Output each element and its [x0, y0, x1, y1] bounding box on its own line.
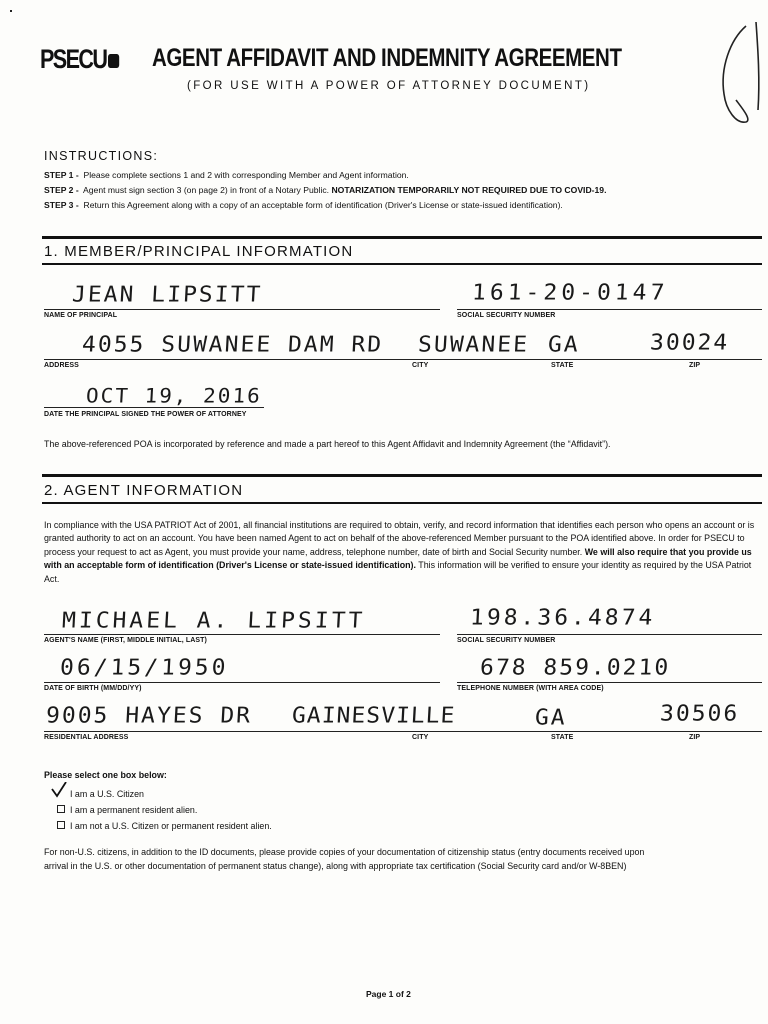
principal-state-label: STATE — [551, 362, 574, 369]
agent-city-value: GAINESVILLE — [291, 703, 457, 729]
agent-dob-line — [44, 682, 440, 683]
principal-address-value: 4055 SUWANEE DAM RD — [81, 332, 384, 358]
scan-speck — [10, 10, 12, 12]
section-1-title: 1. MEMBER/PRINCIPAL INFORMATION — [44, 243, 354, 260]
page-number: Page 1 of 2 — [366, 989, 411, 999]
section-1-bottom-rule — [42, 263, 762, 265]
section-1-top-rule — [42, 236, 762, 239]
agent-phone-line — [457, 682, 762, 683]
poa-date-line — [44, 407, 264, 408]
section-2-bottom-rule — [42, 502, 762, 504]
principal-ssn-value: 161-20-0147 — [471, 280, 670, 306]
agent-ssn-line — [457, 634, 762, 635]
agent-name-value: MICHAEL A. LIPSITT — [61, 608, 366, 634]
poa-date-label: DATE THE PRINCIPAL SIGNED THE POWER OF ATTORNEY — [44, 411, 247, 418]
principal-address-label: ADDRESS — [44, 362, 79, 369]
document-subtitle: (FOR USE WITH A POWER OF ATTORNEY DOCUMENT) — [187, 80, 591, 92]
agent-state-label: STATE — [551, 734, 574, 741]
option-not-citizen[interactable]: I am not a U.S. Citizen or permanent resident alien. — [57, 821, 272, 831]
agent-phone-label: TELEPHONE NUMBER (WITH AREA CODE) — [457, 685, 604, 692]
agent-zip-label: ZIP — [689, 734, 701, 741]
section-2-title: 2. AGENT INFORMATION — [44, 482, 244, 499]
psecu-logo: PSECU — [40, 44, 119, 75]
principal-address-line — [44, 359, 762, 360]
principal-city-label: CITY — [412, 362, 429, 369]
section-2-top-rule — [42, 474, 762, 477]
not-citizen-checkbox[interactable] — [57, 821, 65, 829]
poa-date-value: OCT 19, 2016 — [85, 384, 263, 408]
agent-ssn-value: 198.36.4874 — [469, 605, 657, 631]
principal-zip-label: ZIP — [689, 362, 701, 369]
principal-name-line — [44, 309, 440, 310]
agent-address-line — [44, 731, 762, 732]
instructions-heading: INSTRUCTIONS: — [44, 149, 159, 163]
agent-state-value: GA — [534, 705, 568, 731]
principal-ssn-label: SOCIAL SECURITY NUMBER — [457, 312, 556, 319]
non-us-note-line-1: For non-U.S. citizens, in addition to the ID documents, please provide copies of your documentation of citizenship status (entry documents received upon — [44, 847, 645, 857]
logo-mark-icon — [108, 54, 119, 68]
option-us-citizen[interactable]: I am a U.S. Citizen — [57, 789, 144, 799]
agent-phone-value: 678 859.0210 — [479, 655, 671, 681]
agent-ssn-label: SOCIAL SECURITY NUMBER — [457, 637, 556, 644]
agent-name-label: AGENT'S NAME (FIRST, MIDDLE INITIAL, LAST) — [44, 637, 207, 644]
permanent-resident-checkbox[interactable] — [57, 805, 65, 813]
agent-dob-label: DATE OF BIRTH (MM/DD/YY) — [44, 685, 142, 692]
principal-state-value: GA — [547, 332, 581, 358]
instruction-step-3: STEP 3 - Return this Agreement along with a copy of an acceptable form of identification (Driver's License or state-issued identification). — [44, 200, 563, 210]
patriot-act-paragraph: In compliance with the USA PATRIOT Act of 2001, all financial institutions are required to obtain, verify, and record information that identifies each person who opens an account or is granted authority to act on an account. You have been named Agent to act on behalf of the above-referenced Member pursuant to the POA identified above. In order for PSECU to process your request to act as Agent, you must provide your name, address, telephone number, date of birth and Social Security number. We will also require that you provide us with an acceptable form of identification (Driver's License or state-issued identification). This information will be verified to ensure your identity as required by the USA Patriot Act. — [44, 520, 755, 584]
principal-city-value: SUWANEE — [417, 332, 530, 358]
agent-name-line — [44, 634, 440, 635]
poa-incorporation-note: The above-referenced POA is incorporated by reference and made a part hereof to this Agent Affidavit and Indemnity Agreement (the “Affidavit”). — [44, 439, 611, 449]
principal-name-label: NAME OF PRINCIPAL — [44, 312, 118, 319]
handwritten-corner-mark-icon — [716, 20, 764, 130]
agent-city-label: CITY — [412, 734, 429, 741]
document-title: AGENT AFFIDAVIT AND INDEMNITY AGREEMENT — [152, 44, 622, 72]
citizenship-select-label: Please select one box below: — [44, 770, 167, 780]
principal-name-value: JEAN LIPSITT — [71, 282, 263, 308]
instruction-step-2: STEP 2 - Agent must sign section 3 (on page 2) in front of a Notary Public. NOTARIZATION TEMPORARILY NOT REQUIRED DUE TO COVID-19. — [44, 185, 607, 195]
agent-dob-value: 06/15/1950 — [59, 655, 230, 681]
instruction-step-1: STEP 1 - Please complete sections 1 and 2 with corresponding Member and Agent information. — [44, 170, 409, 180]
agent-address-label: RESIDENTIAL ADDRESS — [44, 734, 129, 741]
principal-zip-value: 30024 — [649, 330, 730, 356]
agent-address-value: 9005 HAYES DR — [45, 703, 253, 729]
non-us-note-line-2: arrival in the U.S. or other documentation of permanent status change), along with appropriate tax certification (Social Security card and/or W-8BEN) — [44, 861, 627, 871]
principal-ssn-line — [457, 309, 762, 310]
handwritten-check-icon — [51, 782, 67, 798]
option-permanent-resident[interactable]: I am a permanent resident alien. — [57, 805, 197, 815]
agent-zip-value: 30506 — [659, 701, 740, 727]
